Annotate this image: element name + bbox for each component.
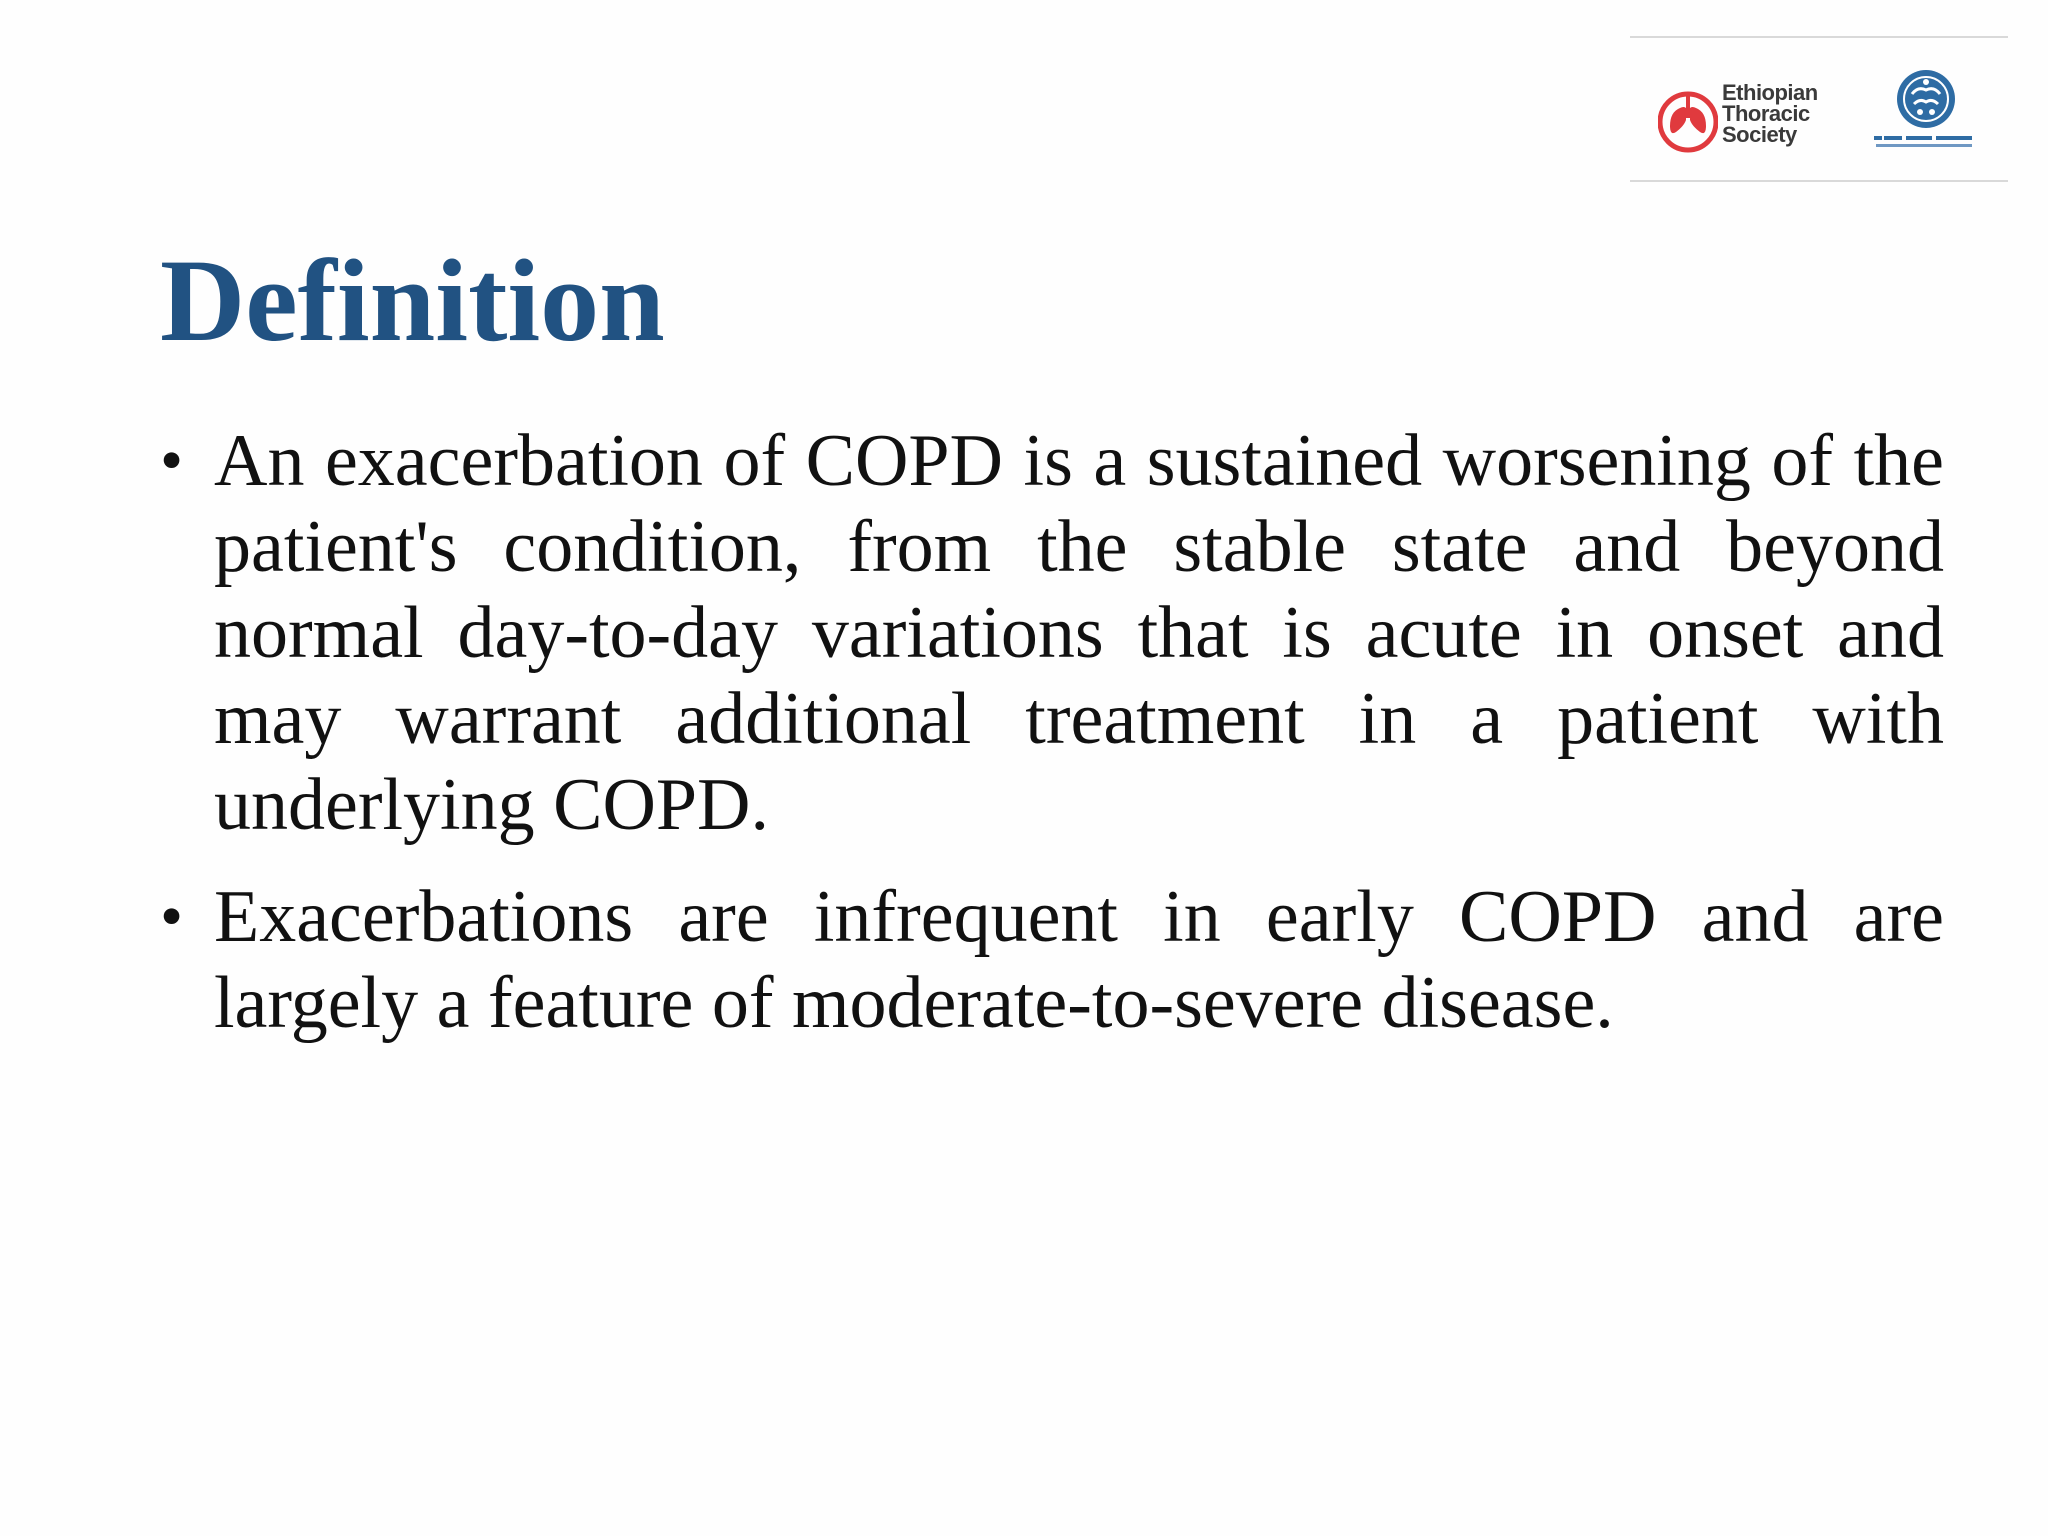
bullet-text: Exacerbations are infrequent in early COPD and are largely a feature of moderate-to-severe disease. <box>214 876 1944 1044</box>
bullet-list <box>160 418 1944 1072</box>
bullet-marker: • <box>160 424 184 497</box>
ets-logo-text <box>1722 82 1818 145</box>
ets-logo-line3: Society <box>1722 122 1797 147</box>
ministry-logo-caption <box>1870 134 1980 150</box>
bullet-marker: • <box>160 880 184 953</box>
bullet-text: An exacerbation of COPD is a sustained worsening of the patient's condition, from the stable state and beyond normal day-to-day variations that is acute in onset and may warrant additional treatment in a patient with underlying COPD. <box>214 420 1944 846</box>
ets-logo-line2: Thoracic <box>1722 101 1810 126</box>
ethiopian-thoracic-society-logo <box>1658 78 1828 158</box>
bullet-item <box>160 418 1944 848</box>
ministry-emblem-icon <box>1894 68 1958 130</box>
logo-header <box>1630 36 2008 182</box>
lungs-icon <box>1658 86 1718 156</box>
slide-title: Definition <box>160 235 665 366</box>
ets-logo-line1: Ethiopian <box>1722 80 1818 105</box>
bullet-item <box>160 874 1944 1046</box>
ministry-of-health-logo <box>1870 68 1980 158</box>
